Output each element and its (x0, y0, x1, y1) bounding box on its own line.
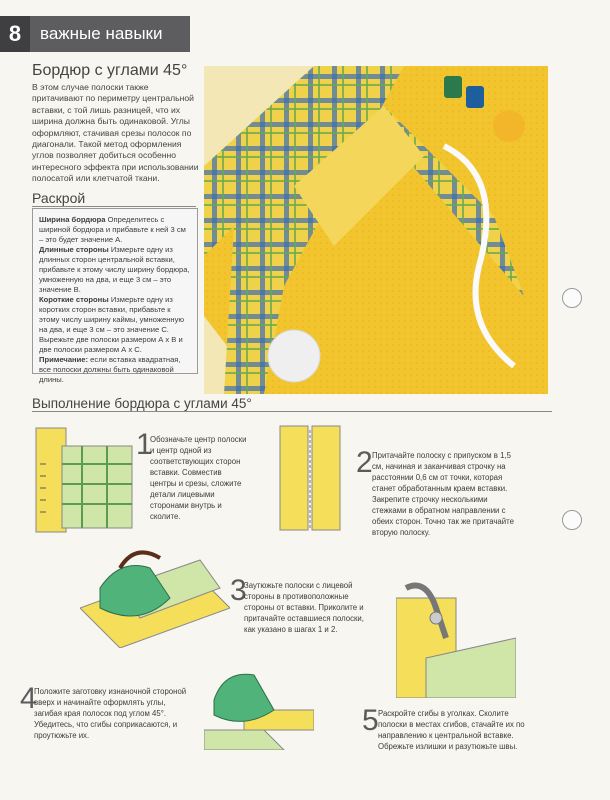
step-3-illustration (80, 548, 230, 648)
cutting-item-label: Длинные стороны (39, 245, 109, 254)
binder-hole (562, 510, 582, 530)
cutting-item-label: Примечание: (39, 355, 89, 364)
page-number: 8 (0, 16, 30, 52)
step-text: Обозначьте центр полоски и центр одной из соответствующих сторон вставки. Совместив центры и срезы, сложите детали лицевыми сторонами внутрь и сколите. (150, 435, 247, 521)
step-text: Заутюжьте полоски с лицевой стороны в противоположные стороны от вставки. Приколите и притачайте оставшиеся полоски, как указано в шагах 1 и 2. (244, 581, 364, 634)
cutting-item-label: Ширина бордюра (39, 215, 106, 224)
step-number: 2 (356, 446, 373, 479)
tablecloth-illustration (204, 66, 548, 394)
cutting-divider (32, 206, 196, 207)
article-intro: В этом случае полоски также притачивают по периметру центральной вставки, с той лишь разницей, что их ширина должна быть одинаковой. Углы оформляют, стачивая срезы полосок по диагонали. Такой метод оформления углов позволяет добиться особенно интересного эффекта при использовании полосатой или клетчатой ткани. (32, 82, 199, 184)
cutting-item (39, 245, 191, 295)
cutting-item-label: Короткие стороны (39, 295, 109, 304)
step-text: Притачайте полоску с припуском в 1,5 см, начиная и заканчивая строчку на расстоянии 0,6 см от точки, которая станет обработанным краем вставки. Закрепите строчку несколькими стежками в обратном направлении с обеих сторон. Точно так же притачайте вторую полоску. (372, 451, 514, 537)
binder-hole (562, 288, 582, 308)
cutting-item-text: Измерьте одну из коротких сторон вставки, прибавьте к этому числу ширину каймы, умноженную на два, и еще 3 см – это значение С. Вырежьте две полоски размером А х В и две полоски размером А х С. (39, 295, 185, 354)
cutting-item-text: Измерьте одну из длинных сторон центральной вставки, прибавьте к этому числу ширину бордюра, умноженную на два, и еще 3 см – это значение В. (39, 245, 190, 294)
steps-title: Выполнение бордюра с углами 45° (32, 396, 252, 411)
step-number: 4 (20, 682, 37, 715)
article-title: Бордюр с углами 45° (32, 62, 188, 79)
cutting-instructions-box (32, 208, 198, 384)
cutting-item-text: если вставка квадратная, все полоски должны быть одинаковой длины. (39, 355, 181, 384)
steps-divider (32, 411, 552, 412)
cutting-item (39, 215, 191, 245)
step-text: Раскройте сгибы в уголках. Сколите полоски в местах сгибов, стачайте их по направлению к центральной вставке. Обрежьте излишки и разутюжьте швы. (378, 709, 525, 751)
step-1-illustration (32, 424, 142, 534)
step-text: Положите заготовку изнаночной стороной вверх и начинайте оформлять углы, загибая края полосок под углом 45°. Убедитесь, что сгибы соприкасаются, и проутюжьте их. (34, 687, 187, 740)
step-5-illustration (396, 578, 516, 698)
step-number: 1 (136, 428, 153, 461)
cutting-item (39, 295, 191, 355)
step-number: 5 (362, 704, 379, 737)
section-title: важные навыки (40, 24, 163, 43)
step-4-illustration (204, 660, 314, 750)
cutting-title: Раскрой (32, 190, 86, 206)
step-2-illustration (276, 424, 356, 534)
tablecloth-photo (204, 66, 548, 394)
step-number: 3 (230, 574, 247, 607)
cutting-item (39, 355, 191, 385)
cutting-item-text: Определитесь с шириной бордюра и прибавьте к ней 3 см – это будет значение А. (39, 215, 186, 244)
